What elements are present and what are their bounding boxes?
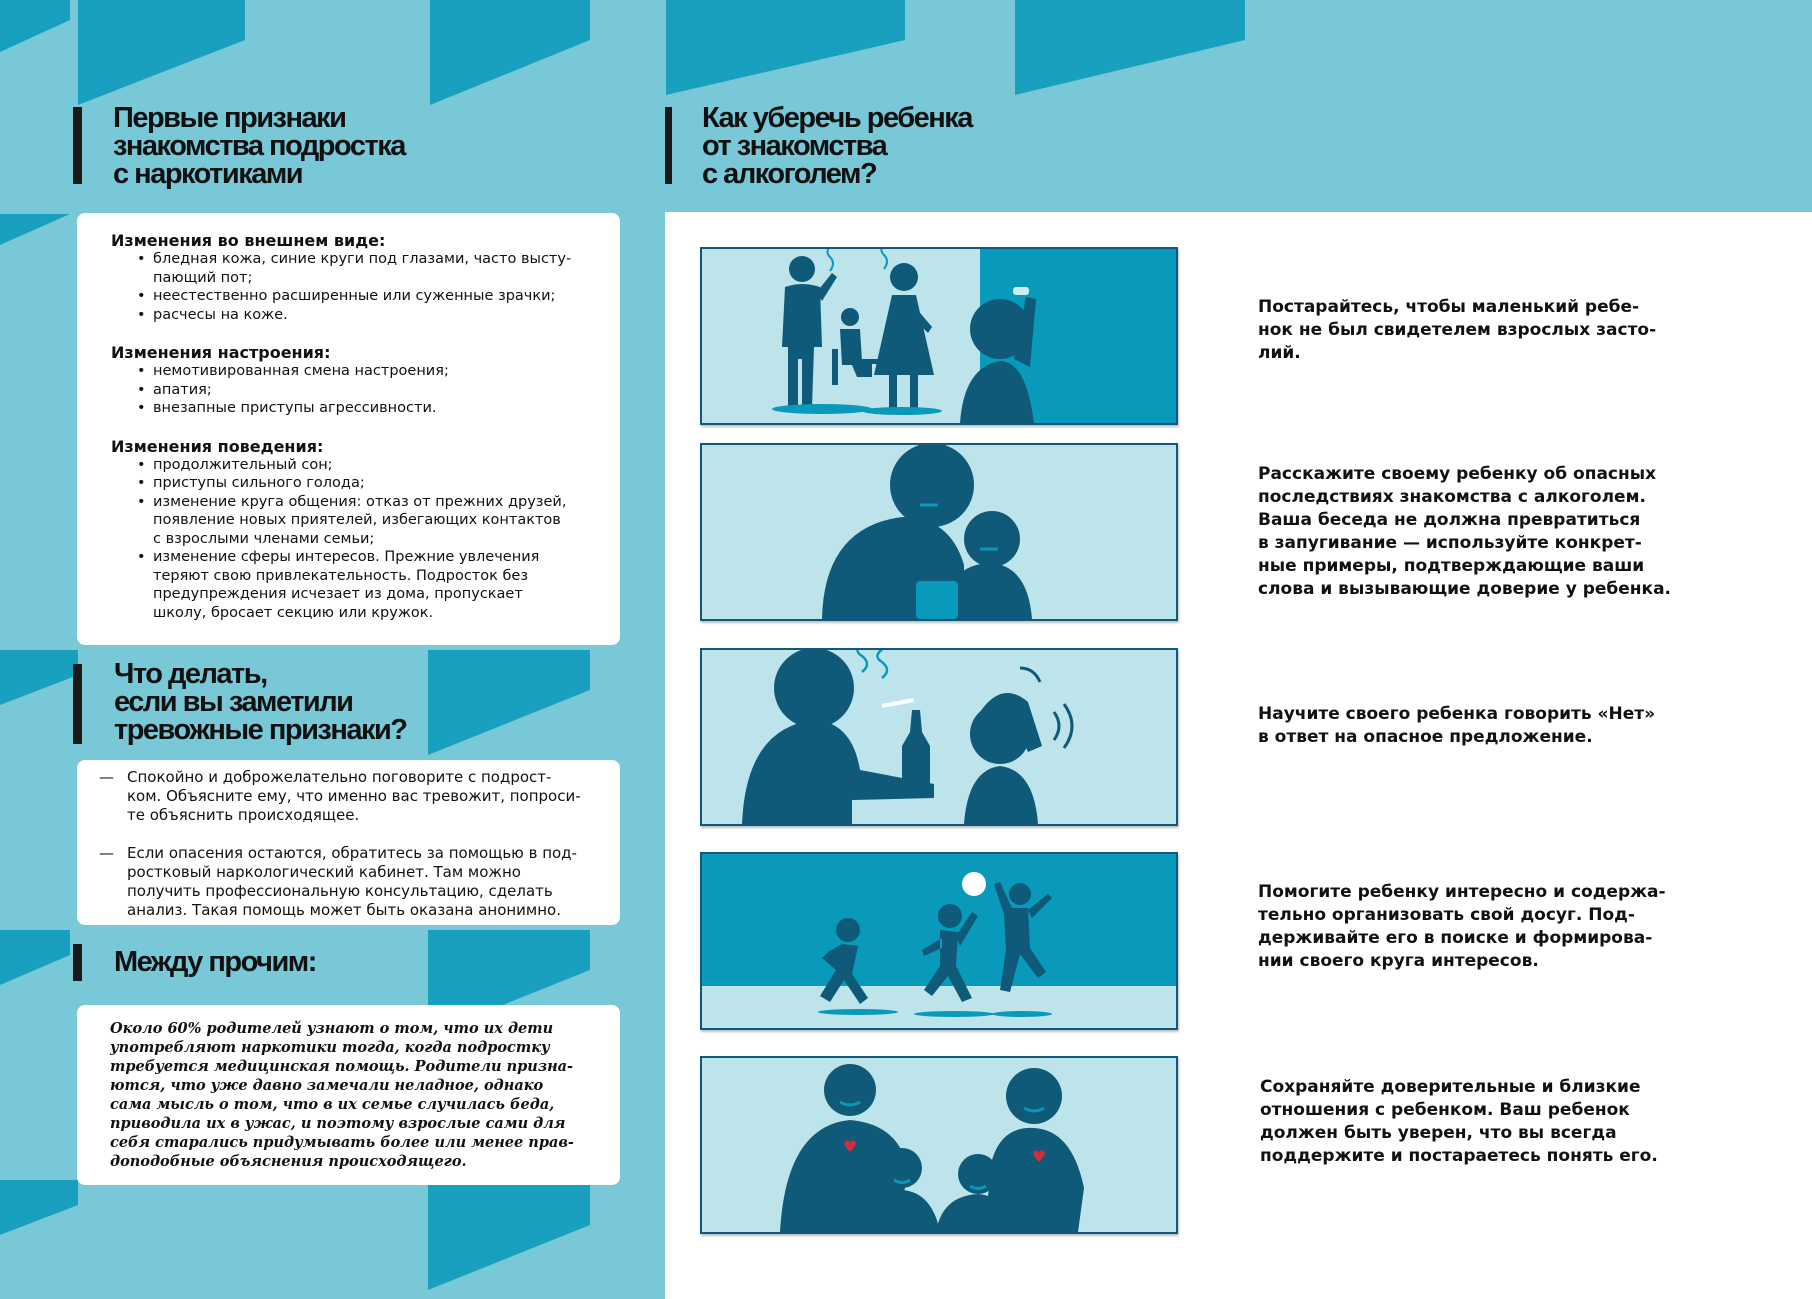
action-item: — Если опасения остаются, обратитесь за помощью в под- ростковый наркологический кабинет. Там можно получить профессиональную консультацию, сделать анализ. Такая помощь может быть оказана анонимно.	[99, 844, 577, 919]
heading-first-signs: Первые признаки знакомства подростка с наркотиками	[113, 102, 405, 190]
tip-item: Научите своего ребенка говорить «Нет» в ответ на опасное предложение.	[1258, 704, 1656, 747]
list-item: • апатия;	[153, 381, 586, 400]
heading-bar	[73, 107, 82, 184]
note-card	[77, 1005, 620, 1185]
signs-card	[77, 213, 620, 645]
right-header-panel	[665, 0, 1812, 212]
behavior-list	[111, 456, 586, 623]
action-item: — Спокойно и доброжелательно поговорите с подрост- ком. Объясните ему, что именно вас тревожит, попроси- те объяснить происходящее.	[99, 768, 581, 824]
list-item: • внезапные приступы агрессивности.	[153, 399, 586, 418]
section-title-mood: Изменения настроения:	[111, 343, 331, 362]
heading-protect-child: Как уберечь ребенка от знакомства с алкоголем?	[702, 102, 972, 190]
appearance-list	[111, 250, 586, 324]
actions-card	[77, 760, 620, 925]
family-hugging-illustration	[700, 1056, 1178, 1234]
children-playing-ball-illustration	[700, 852, 1178, 1030]
tip-item: Постарайтесь, чтобы маленький ребе- нок не был свидетелем взрослых засто- лий.	[1258, 297, 1657, 363]
mood-list	[111, 362, 586, 418]
heart-icon: ♥	[842, 1137, 858, 1156]
child-refusing-offer-illustration	[700, 648, 1178, 826]
list-item: • немотивированная смена настроения;	[153, 362, 586, 381]
note-text: Около 60% родителей узнают о том, что их дети употребляют наркотики тогда, когда подростку требуется медицинская помощь. Родители призна- ются, что уже давно замечали неладное, однако сама мысль о том, что в их семье случилась беда, приводила их в ужас, и поэтому взрослые сами для себя старались придумывать более или менее прав- доподобные объяснения происходящего.	[110, 1020, 574, 1170]
list-item: • расчесы на коже.	[153, 306, 586, 325]
list-item: • изменение круга общения: отказ от прежних друзей, появление новых приятелей, избегающих контактов с взрослыми членами семьи;	[153, 493, 586, 549]
heading-by-the-way: Между прочим:	[114, 946, 316, 978]
section-title-appearance: Изменения во внешнем виде:	[111, 231, 386, 250]
list-item: • изменение сферы интересов. Прежние увлечения теряют свою привлекательность. Подросток без предупреждения исчезает из дома, пропускает школу, бросает секцию или кружок.	[153, 548, 586, 622]
tip-item: Расскажите своему ребенку об опасных последствиях знакомства с алкоголем. Ваша беседа не должна превратиться в запугивание — используйте конкрет- ные примеры, подтверждающие ваши слова и вызывающие доверие у ребенка.	[1258, 464, 1672, 599]
list-item: • продолжительный сон;	[153, 456, 586, 475]
heading-bar	[73, 664, 82, 744]
heading-bar	[73, 944, 82, 981]
list-item: • приступы сильного голода;	[153, 474, 586, 493]
parent-talking-to-child-illustration	[700, 443, 1178, 621]
heading-what-to-do: Что делать, если вы заметили тревожные признаки?	[114, 658, 407, 746]
heart-icon: ♥	[1031, 1147, 1047, 1166]
list-item: • неестественно расширенные или суженные зрачки;	[153, 287, 586, 306]
section-title-behavior: Изменения поведения:	[111, 436, 324, 456]
heading-bar	[665, 107, 672, 184]
tip-item: Сохраняйте доверительные и близкие отношения с ребенком. Ваш ребенок должен быть уверен, что вы всегда поддержите и постараетесь понять его.	[1260, 1077, 1658, 1166]
list-item: • бледная кожа, синие круги под глазами, часто высту- пающий пот;	[153, 250, 586, 287]
tip-item: Помогите ребенку интересно и содержа- тельно организовать свой досуг. Под- держивайте его в поиске и формирова- нии своего круга интересов.	[1258, 882, 1666, 971]
left-panel	[0, 0, 665, 1299]
adults-drinking-smoking-illustration	[700, 247, 1178, 425]
